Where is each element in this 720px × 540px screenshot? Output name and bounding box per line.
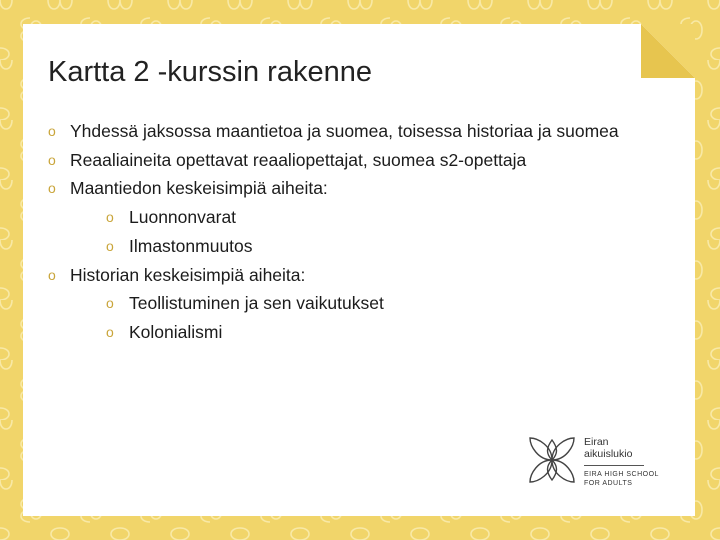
bullet-marker: o (106, 209, 114, 226)
bullet-text: Teollistuminen ja sen vaikutukset (129, 293, 384, 314)
bullet-marker: o (106, 237, 114, 254)
bullet-item (48, 117, 648, 146)
bullet-text: Kolonialismi (129, 321, 223, 342)
bullet-item (48, 261, 648, 290)
logo-divider (584, 465, 644, 466)
logo-text (584, 436, 659, 488)
bullet-text: Ilmastonmuutos (129, 235, 253, 256)
bullet-item (48, 146, 648, 175)
logo-name-line2: aikuislukio (584, 448, 633, 460)
bullet-text: Yhdessä jaksossa maantietoa ja suomea, toisessa historiaa ja suomea (70, 121, 619, 141)
bullet-text: Historian keskeisimpiä aiheita: (70, 264, 306, 285)
school-logo (526, 434, 676, 490)
logo-english-line2: FOR ADULTS (584, 480, 633, 487)
bullet-text: Luonnonvarat (129, 207, 237, 228)
bullet-marker: o (48, 123, 56, 139)
bullet-marker: o (106, 295, 114, 312)
bullet-list (48, 117, 648, 347)
page-fold-icon (641, 24, 695, 78)
logo-name-line1: Eiran (584, 436, 609, 448)
bullet-marker: o (48, 151, 56, 168)
bullet-marker: o (106, 323, 114, 340)
sub-bullet-item (48, 289, 648, 318)
four-petal-flower-icon (526, 434, 578, 486)
sub-bullet-item (48, 203, 648, 232)
bullet-item (48, 174, 648, 203)
bullet-text: Reaaliaineita opettavat reaaliopettajat, suomea s2-opettaja (70, 149, 527, 170)
bullet-text: Maantiedon keskeisimpiä aiheita: (70, 178, 328, 199)
bullet-marker: o (48, 266, 56, 283)
sub-bullet-item (48, 232, 648, 261)
slide-title: Kartta 2 -kurssin rakenne (48, 56, 372, 88)
sub-bullet-item (48, 318, 648, 347)
logo-english-line1: EIRA HIGH SCHOOL (584, 471, 659, 478)
bullet-marker: o (48, 180, 56, 197)
